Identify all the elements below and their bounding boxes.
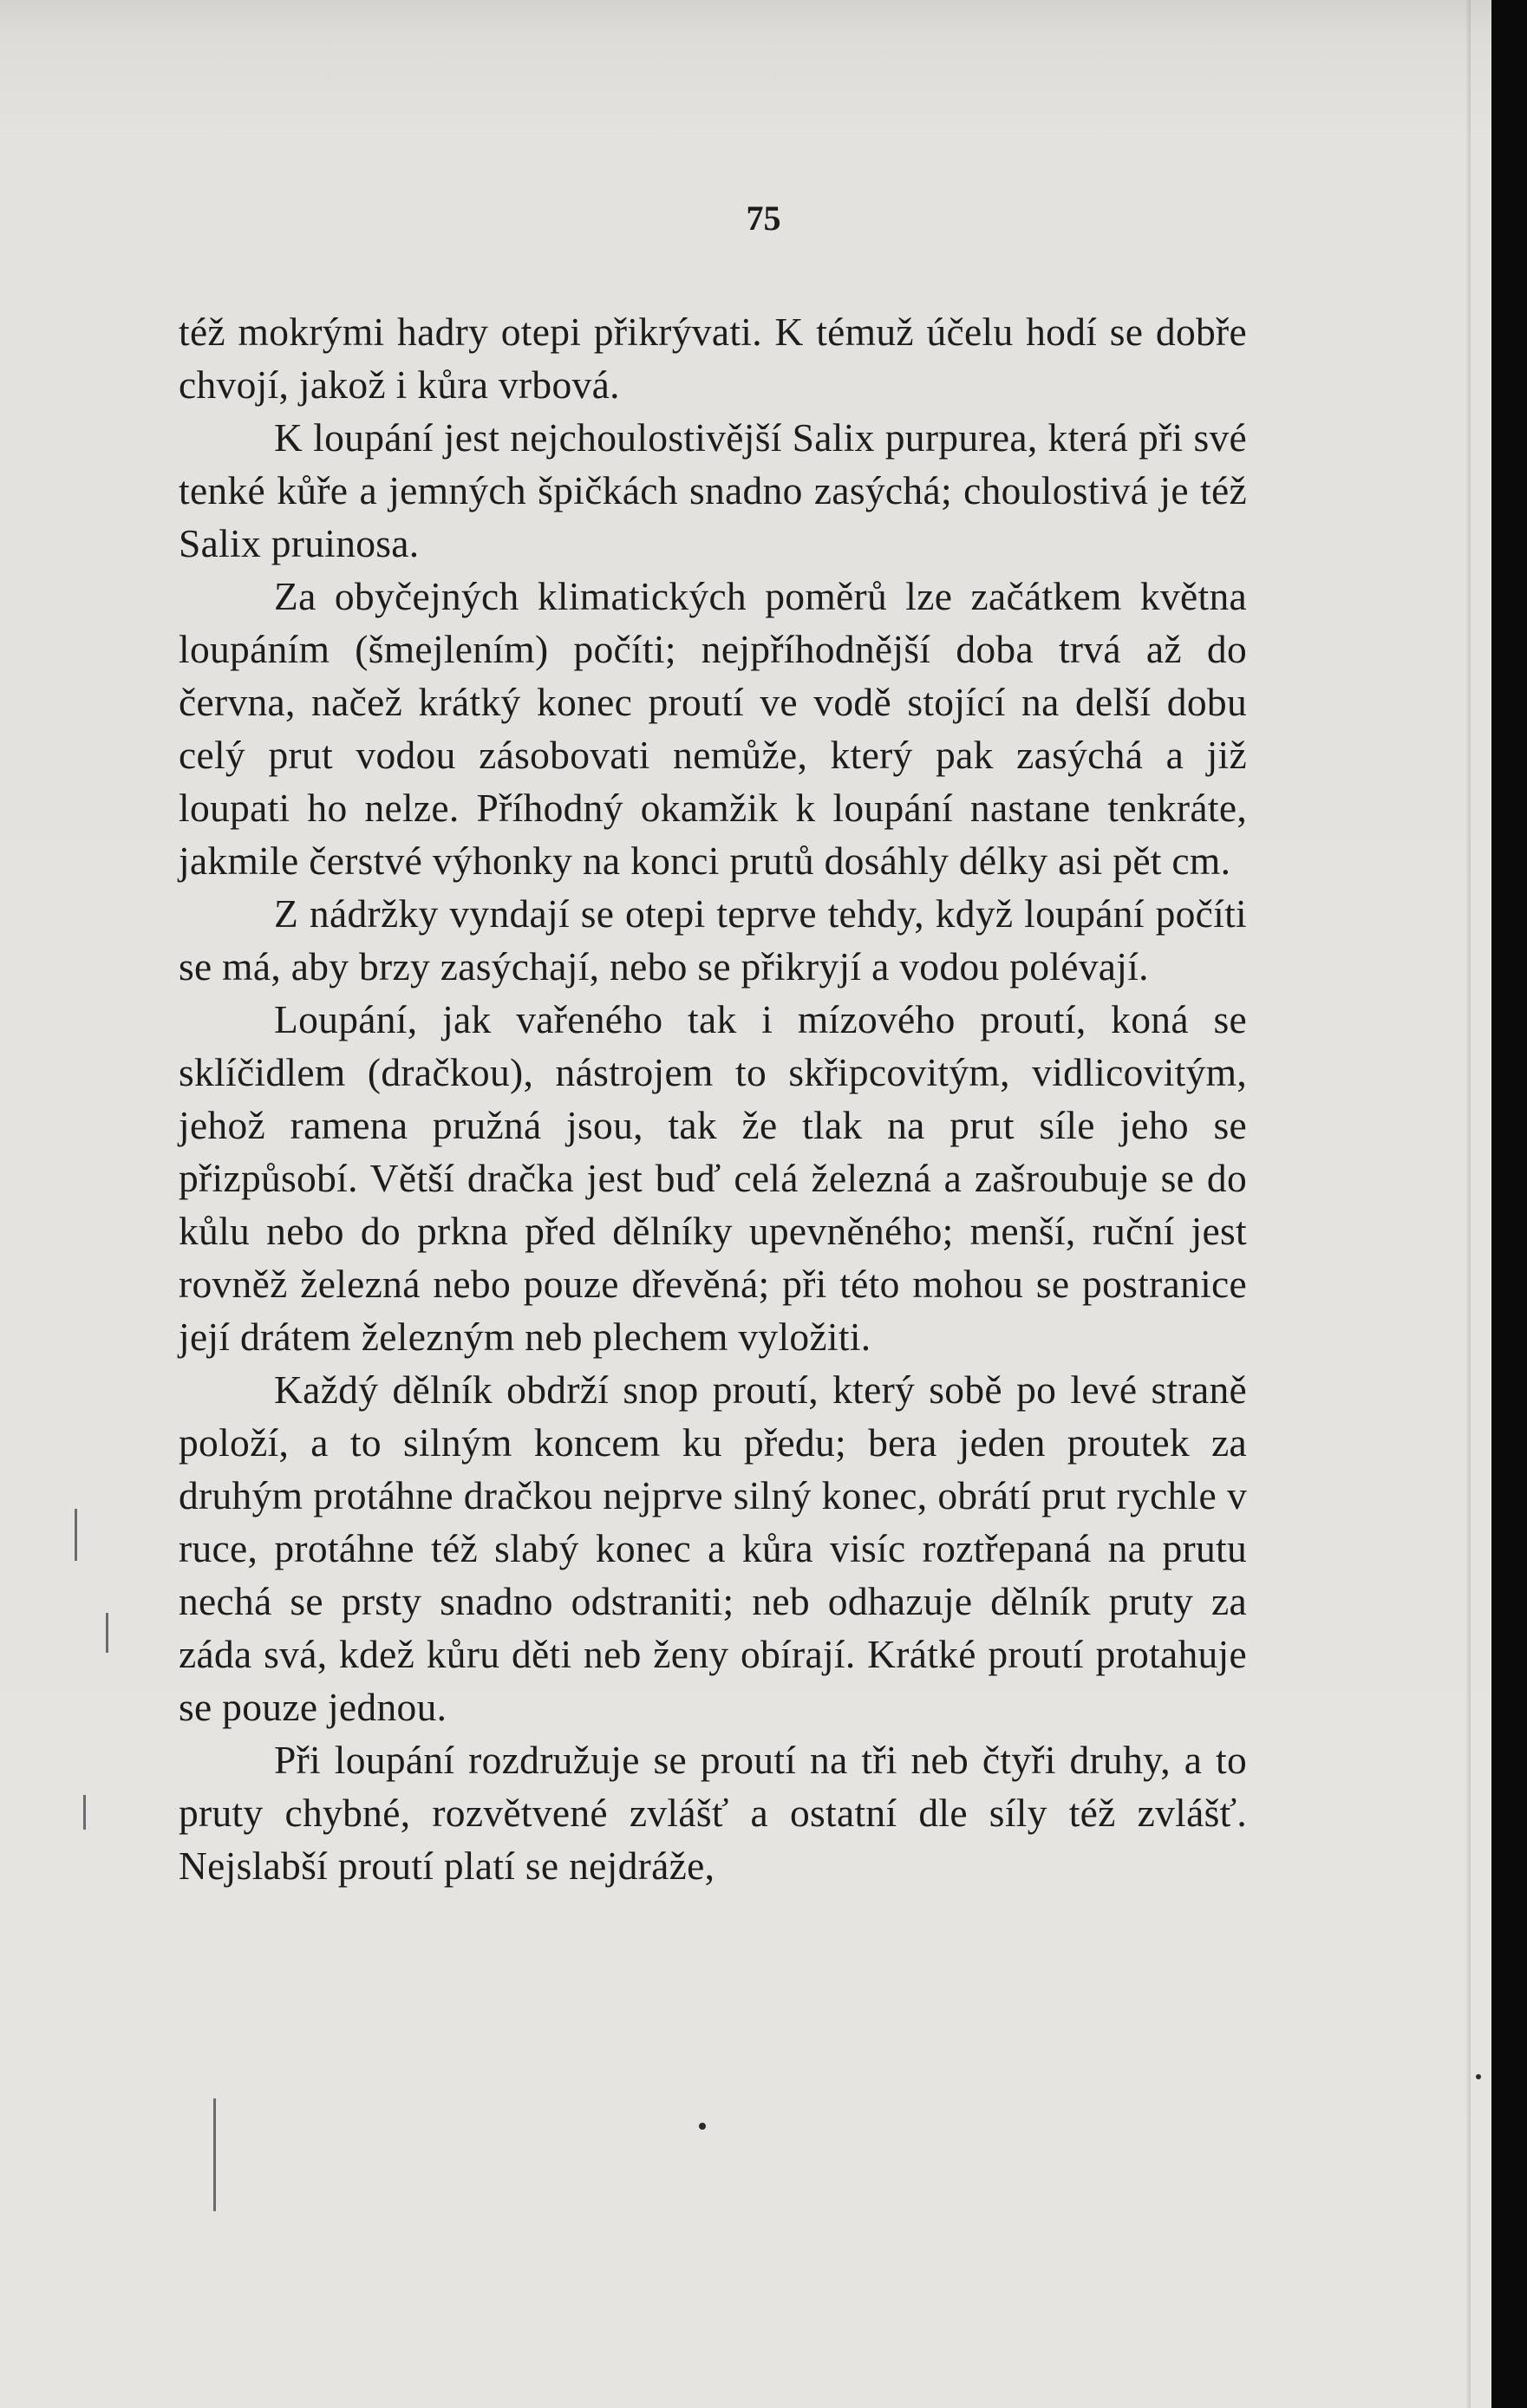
margin-scan-mark: [213, 2098, 216, 2211]
paragraph-3: Za obyčejných klimatických poměrů lze začátkem května loupáním (šmejlením) počíti; nejpříhodnější doba trvá až do června, načež krátký konec proutí ve vodě stojící na delší dobu celý prut vodou zásobovati nemůže, který pak zasýchá a již loupati ho nelze. Příhodný okamžik k loupání nastane tenkráte, jakmile čerstvé výhonky na konci prutů dosáhly délky asi pět cm.: [179, 574, 1247, 883]
margin-scan-mark: [106, 1613, 108, 1653]
paragraph-7: Při loupání rozdružuje se proutí na tři neb čtyři druhy, a to pruty chybné, rozvětvené zvlášť a ostatní dle síly též zvlášť. Nejslabší proutí platí se nejdráže,: [179, 1738, 1247, 1888]
paragraph-5: Loupání, jak vařeného tak i mízového proutí, koná se sklíčidlem (dračkou), nástrojem to skřipcovitým, vidlicovitým, jehož ramena pružná jsou, tak že tlak na prut síle jeho se přizpůsobí. Větší dračka jest buď celá železná a zašroubuje se do kůlu nebo do prkna před dělníky upevněného; menší, ruční jest rovněž železná nebo pouze dřevěná; při této mohou se postranice její drátem železným neb plechem vyložiti.: [179, 997, 1247, 1359]
ink-speck: [1476, 2074, 1481, 2079]
paragraph-1: též mokrými hadry otepi přikrývati. K témuž účelu hodí se dobře chvojí, jakož i kůra vrbová.: [179, 310, 1247, 407]
margin-scan-mark: [83, 1795, 86, 1830]
ink-speck: [699, 2123, 706, 2130]
paragraph-6: Každý dělník obdrží snop proutí, který sobě po levé straně položí, a to silným koncem ku předu; bera jeden proutek za druhým protáhne dračkou nejprve silný konec, obrátí prut rychle v ruce, protáhne též slabý konec a kůra visíc roztřepaná na prutu nechá se prsty snadno odstraniti; neb odhazuje dělník pruty za záda svá, kdež kůru děti neb ženy obírají. Krátké proutí protahuje se pouze jednou.: [179, 1367, 1247, 1729]
paragraph-4: Z nádržky vyndají se otepi teprve tehdy, když loupání počíti se má, aby brzy zasýchají, nebo se přikryjí a vodou polévají.: [179, 891, 1247, 989]
margin-scan-mark: [75, 1509, 77, 1561]
page-fold-shadow: [1465, 0, 1471, 2408]
body-text: [179, 305, 1247, 1892]
scan-edge: [1491, 0, 1527, 2408]
paragraph-2: K loupání jest nejchoulostivější Salix purpurea, která při své tenké kůře a jemných špičkách snadno zasýchá; choulostivá je též Salix pruinosa.: [179, 415, 1247, 565]
page-number: 75: [746, 199, 781, 238]
